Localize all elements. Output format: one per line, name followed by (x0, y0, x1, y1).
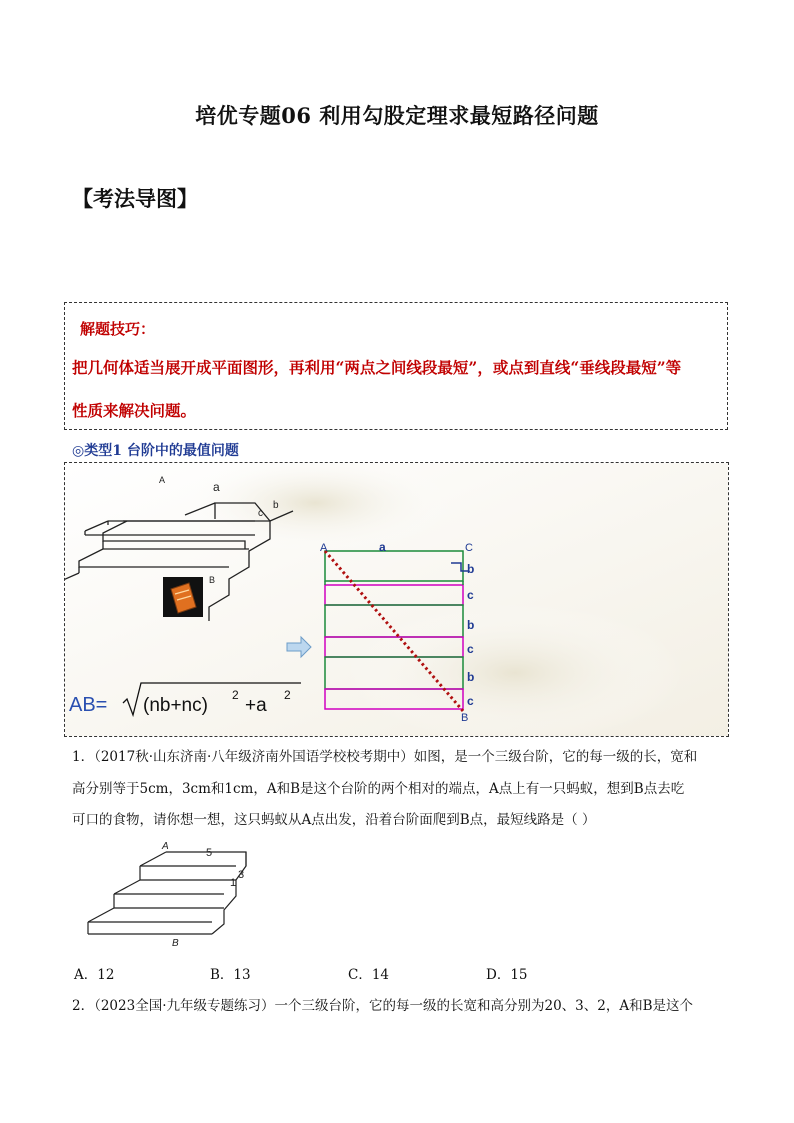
net-side-label: c (467, 588, 474, 602)
q1-stairs-figure (76, 838, 266, 950)
q1-label-3: 3 (238, 869, 245, 881)
q1-choice-d[interactable]: D．15 (486, 967, 528, 983)
formula-exp2: 2 (284, 688, 291, 702)
type1-heading: ◎类型1 台阶中的最值问题 (72, 443, 239, 459)
net-side-label: c (467, 694, 474, 708)
tips-label: 解题技巧： (80, 320, 156, 338)
q1-line-1: 1．（2017秋·山东济南·八年级济南外国语学校校考期中）如图，是一个三级台阶，它的每一级的长，宽和 (72, 749, 698, 765)
q1-label-5: 5 (206, 847, 213, 859)
formula-exp: 2 (232, 688, 239, 702)
formula-inner: (nb+nc) (143, 695, 208, 716)
q1-line-2: 高分别等于5cm，3cm和1cm，A和B是这个台阶的两个相对的端点，A点上有一只蚂蚁，想到B点去吃 (72, 781, 685, 797)
section-heading: 【考法导图】 (72, 186, 198, 211)
net-label-C: C (465, 542, 473, 554)
q2-line-1: 2．（2023全国·九年级专题练习）一个三级台阶，它的每一级的长宽和高分别为20、3、2，A和B是这个 (72, 998, 694, 1014)
stairs-label-B: B (209, 575, 216, 585)
stairs-label-c: c (258, 508, 263, 519)
tips-line-1: 把几何体适当展开成平面图形，再利用“两点之间线段最短”，或点到直线“垂线段最短”等 (72, 358, 682, 377)
tips-line-2: 性质来解决问题。 (72, 401, 197, 420)
net-label-A: A (320, 542, 328, 554)
q1-choice-b[interactable]: B．13 (210, 967, 251, 983)
q1-label-A: A (162, 841, 169, 852)
formula-plus: +a (245, 695, 267, 716)
net-side-label: b (467, 670, 475, 684)
q1-choice-c[interactable]: C．14 (348, 967, 390, 983)
stairs-label-b: b (273, 500, 279, 511)
formula-lhs: AB= (69, 694, 108, 716)
stairs-label-A: A (159, 475, 166, 485)
page-title: 培优专题06 利用勾股定理求最短路径问题 (195, 103, 599, 128)
q1-label-B: B (172, 938, 179, 949)
q1-line-3: 可口的食物，请你想一想，这只蚂蚁从A点出发，沿着台阶面爬到B点，最短线路是（ ） (72, 812, 596, 828)
net-side-label: b (467, 562, 475, 576)
net-label-B: B (461, 712, 469, 724)
net-side-label: b (467, 618, 475, 632)
q1-choice-a[interactable]: A．12 (74, 967, 115, 983)
stairs-label-a: a (213, 480, 220, 494)
q1-label-1: 1 (230, 877, 237, 889)
figure-box (64, 462, 729, 737)
stairs-figure (65, 463, 729, 737)
book-icon (163, 577, 203, 617)
net-side-label: c (467, 642, 474, 656)
net-label-a: a (379, 540, 386, 554)
